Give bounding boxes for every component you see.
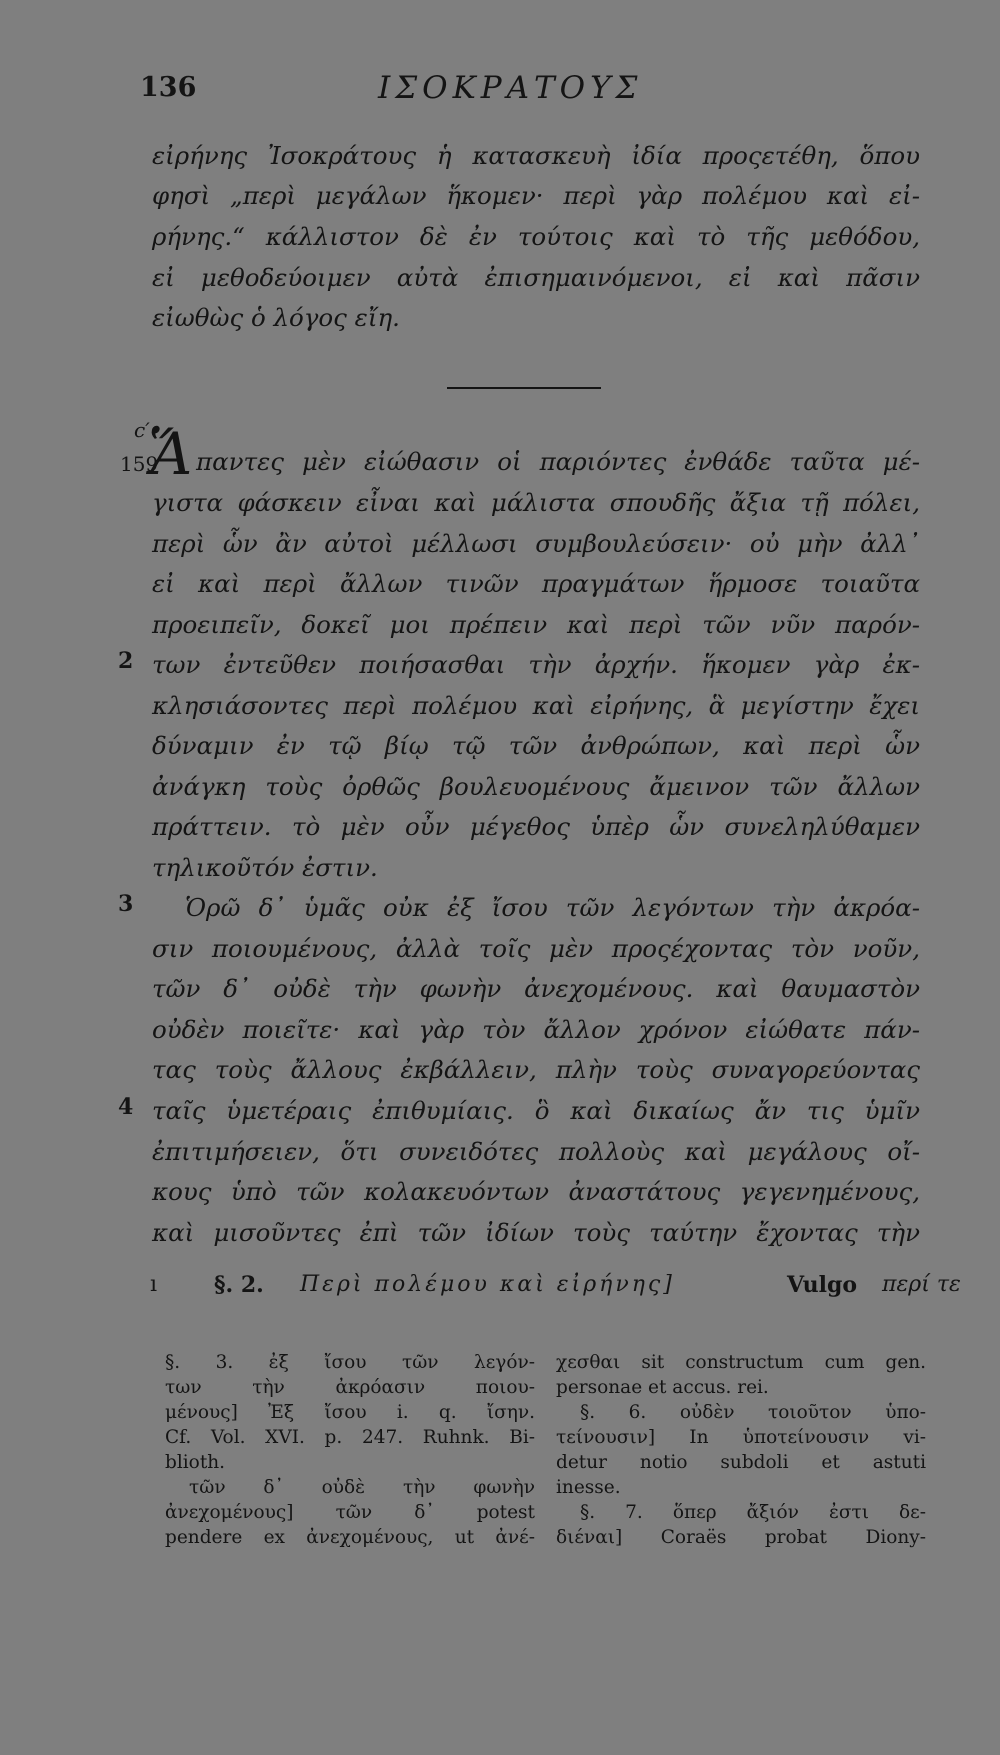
text-line: τηλικοῦτόν ἐστιν. [152, 853, 378, 882]
note-line: των τὴν ἀκρόασιν ποιου- [165, 1377, 535, 1398]
note-line: inesse. [556, 1477, 621, 1498]
section-number: 159 [120, 452, 159, 476]
note-line: §. 7. ὅπερ ἄξιόν ἐστι δε- [580, 1502, 926, 1523]
note-line: διέναι] Coraës probat Diony- [556, 1527, 926, 1548]
text-line: δύναμιν ἐν τῷ βίῳ τῷ τῶν ἀνθρώπων, καὶ περὶ ὧν [152, 731, 920, 760]
running-title: ΙΣΟΚΡΑΤΟΥΣ [378, 70, 643, 106]
text-line: ταῖς ὑμετέραις ἐπιθυμίαις. ὃ καὶ δικαίως ἄν τις ὑμῖν [152, 1096, 920, 1125]
text-line: οὐδὲν ποιεῖτε· καὶ γὰρ τὸν ἄλλον χρόνον εἰώθατε πάν- [152, 1015, 920, 1044]
text-line: εἰ μεθοδεύοιμεν αὐτὰ ἐπισημαινόμενοι, εἰ καὶ πᾶσιν [152, 263, 920, 292]
text-line: περὶ ὧν ἂν αὐτοὶ μέλλωσι συμβουλεύσειν· οὐ μὴν ἀλλ᾽ [152, 529, 920, 558]
note-line: pendere ex ἀνεχομένους, ut ἀνέ- [165, 1527, 535, 1548]
note-line: μένους] Ἐξ ἴσου i. q. ἴσην. [165, 1402, 535, 1423]
text-line: κλησιάσοντες περὶ πολέμου καὶ εἰρήνης, ἃ μεγίστην ἔχει [152, 691, 920, 720]
text-line: πράττειν. τὸ μὲν οὖν μέγεθος ὑπὲρ ὧν συνεληλύθαμεν [152, 812, 920, 841]
note-line: §. 6. οὐδὲν τοιοῦτον ὑπο- [580, 1402, 926, 1423]
note-line: Cf. Vol. XVI. p. 247. Ruhnk. Bi- [165, 1427, 535, 1448]
paragraph-number: 4 [118, 1094, 134, 1120]
text-line: γιστα φάσκειν εἶναι καὶ μάλιστα σπουδῆς ἄξια τῇ πόλει, [152, 488, 920, 517]
section-divider [447, 387, 601, 389]
note-line: §. 3. ἐξ ἴσου τῶν λεγόν- [165, 1352, 535, 1373]
note-greek: περί τε [882, 1272, 961, 1297]
note-line: τῶν δ᾽ οὐδὲ τὴν φωνὴν [189, 1477, 535, 1498]
page-number: 136 [140, 72, 197, 103]
text-line: τας τοὺς ἄλλους ἐκβάλλειν, πλὴν τοὺς συναγορεύοντας [152, 1055, 920, 1084]
note-line: ἀνεχομένους] τῶν δ᾽ potest [165, 1502, 535, 1523]
text-line: ἀνάγκη τοὺς ὀρθῶς βουλευομένους ἄμεινον τῶν ἄλλων [152, 772, 920, 801]
footnote-column-right [556, 1350, 926, 1550]
text-line: Ὁρῶ δ᾽ ὑμᾶς οὐκ ἐξ ἴσου τῶν λεγόντων τὴν ἀκρόα- [185, 893, 920, 922]
text-line: καὶ μισοῦντες ἐπὶ τῶν ἰδίων τοὺς ταύτην ἔχοντας τὴν [152, 1218, 920, 1247]
note-latin: Vulgo [787, 1272, 858, 1298]
drop-cap: Ἅ [148, 420, 193, 488]
note-line: τείνουσιν] In ὑποτείνουσιν vi- [556, 1427, 926, 1448]
text-line: προειπεῖν, δοκεῖ μοι πρέπειν καὶ περὶ τῶν νῦν παρόν- [152, 610, 920, 639]
note-line: blioth. [165, 1452, 226, 1473]
paragraph-number: 2 [118, 648, 134, 674]
note-line: personae et accus. rei. [556, 1377, 769, 1398]
note-lemma: Περὶ πολέμου καὶ εἰρήνης] [300, 1272, 675, 1297]
footnote-column-left [165, 1350, 535, 1550]
breathing-mark: ϲ′ [134, 418, 150, 442]
text-line: των ἐντεῦθεν ποιήσασθαι τὴν ἀρχήν. ἥκομεν γὰρ ἐκ- [152, 650, 920, 679]
text-line: φησὶ „περὶ μεγάλων ἥκομεν· περὶ γὰρ πολέμου καὶ εἰ- [152, 181, 920, 210]
text-line: εἰρήνης Ἰσοκράτους ἡ κατασκευὴ ἰδία προςετέθη, ὅπου [152, 141, 920, 170]
note-tick: ı [150, 1272, 158, 1297]
note-line: χεσθαι sit constructum cum gen. [556, 1352, 926, 1373]
paragraph-number: 3 [118, 891, 134, 917]
text-line: τῶν δ᾽ οὐδὲ τὴν φωνὴν ἀνεχομένους. καὶ θαυμαστὸν [152, 974, 920, 1003]
text-line: ρήνης.“ κάλλιστον δὲ ἐν τούτοις καὶ τὸ τῆς μεθόδου, [152, 222, 920, 251]
note-line: detur notio subdoli et astuti [556, 1452, 926, 1473]
text-line: παντες μὲν εἰώθασιν οἱ παριόντες ἐνθάδε ταῦτα μέ- [196, 447, 920, 476]
text-line: εἰωθὼς ὁ λόγος εἴη. [152, 303, 400, 332]
text-line: κους ὑπὸ τῶν κολακευόντων ἀναστάτους γεγενημένους, [152, 1177, 920, 1206]
text-line: ἐπιτιμήσειεν, ὅτι συνειδότες πολλοὺς καὶ μεγάλους οἴ- [152, 1137, 920, 1166]
note-section-ref: §. 2. [214, 1272, 264, 1298]
text-line: σιν ποιουμένους, ἀλλὰ τοῖς μὲν προςέχοντας τὸν νοῦν, [152, 934, 920, 963]
text-line: εἰ καὶ περὶ ἄλλων τινῶν πραγμάτων ἥρμοσε τοιαῦτα [152, 569, 920, 598]
page-header [0, 72, 1000, 112]
